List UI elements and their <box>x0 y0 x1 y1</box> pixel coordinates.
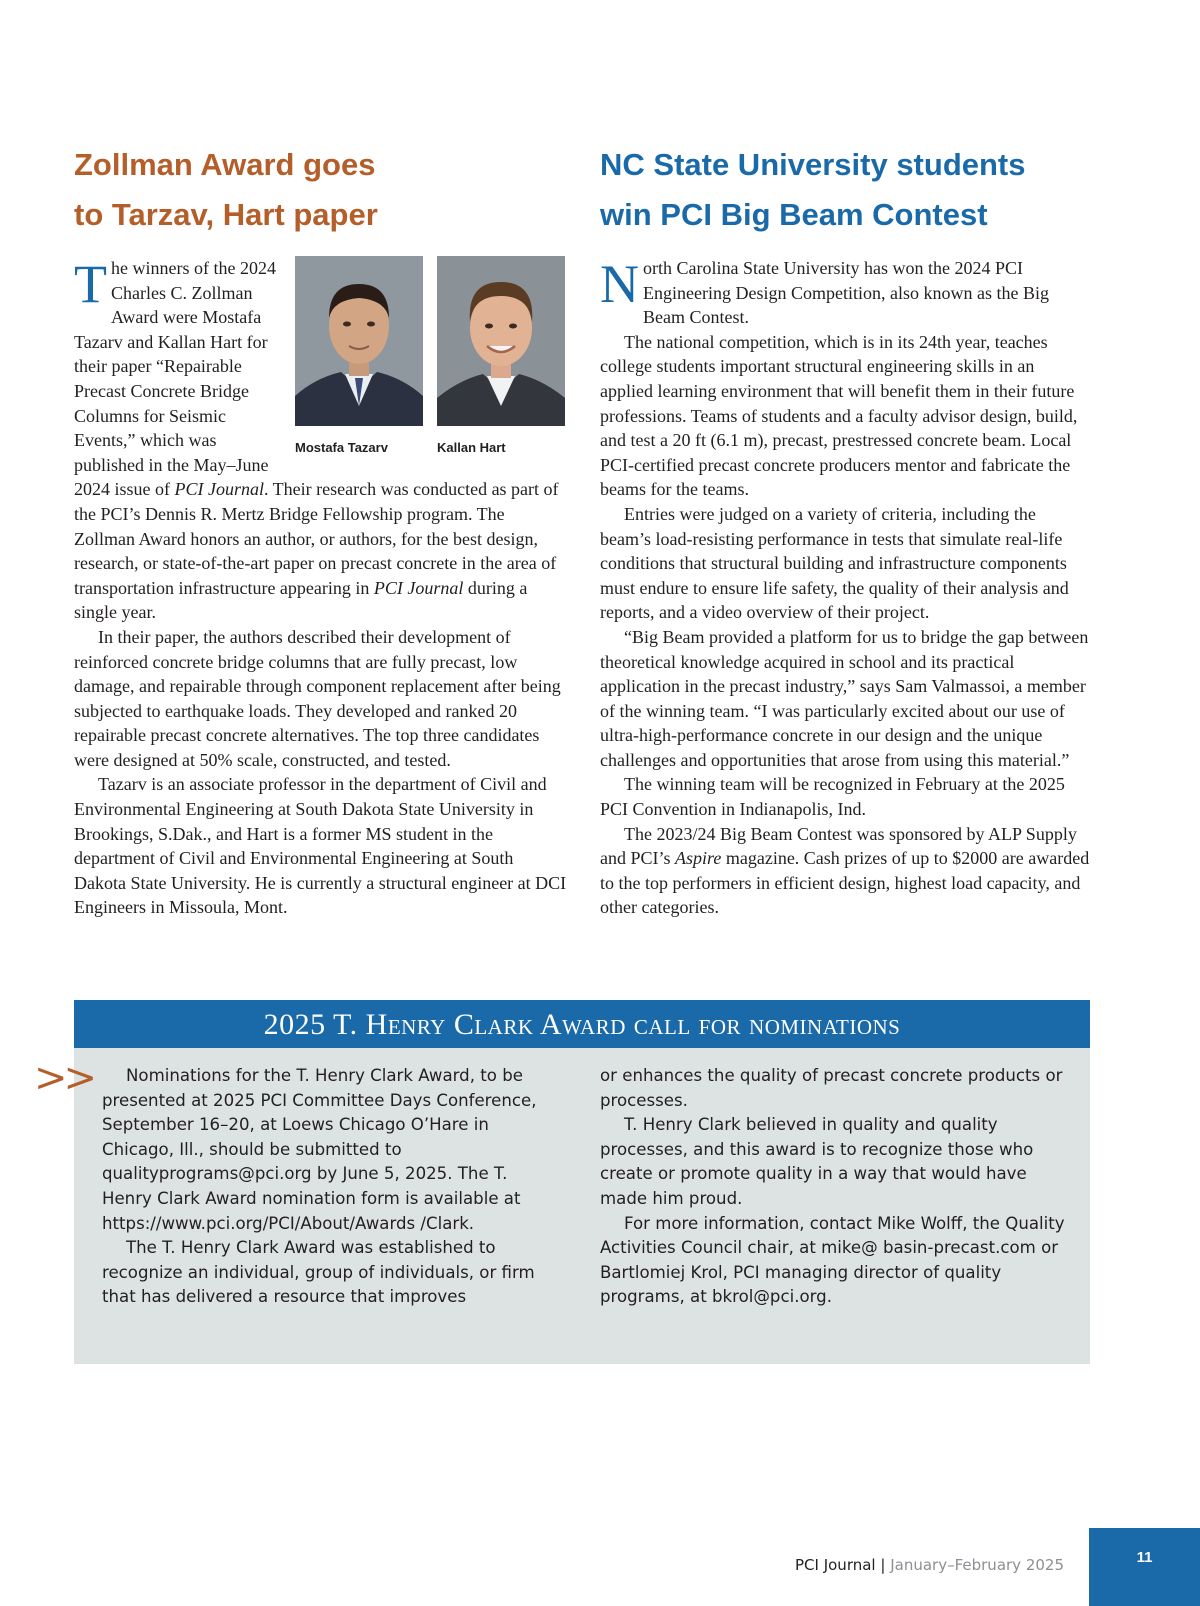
chevron-icon: >> <box>34 1055 94 1101</box>
page-number: 11 <box>1089 1528 1200 1606</box>
caption-tazarv: Mostafa Tazarv <box>295 440 388 455</box>
caption-hart: Kallan Hart <box>437 440 506 455</box>
photo-tazarv <box>295 256 423 461</box>
right-article-headline <box>600 140 1090 240</box>
left-article-headline <box>74 140 567 240</box>
callout-left-paragraph-2: The T. Henry Clark Award was established to recognize an individual, group of individuals, or firm that has delivered a resource that improves <box>102 1238 535 1307</box>
right-paragraph-6: The 2023/24 Big Beam Contest was sponsored by ALP Supply and PCI’s Aspire magazine. Cash prizes of up to $2000 are awarded to the top performers in efficient design, highest load capacity, and other categories. <box>600 823 1090 918</box>
left-article <box>74 140 567 920</box>
dropcap-n: N <box>600 254 639 314</box>
journal-title: PCI Journal <box>373 577 464 598</box>
portrait-tazarv <box>295 256 423 426</box>
right-paragraph-1: North Carolina State University has won the 2024 PCI Engineering Design Competition, also known as the Big Beam Contest. <box>600 254 1049 328</box>
right-headline-line2: win PCI Big Beam Contest <box>600 197 988 232</box>
callout-right-paragraph-2: T. Henry Clark believed in quality and quality processes, and this award is to recognize those who create or promote quality in a way that would have made him proud. <box>600 1115 1034 1208</box>
right-paragraph-2: The national competition, which is in its 24th year, teaches college students important structural engineering skills in an applied learning environment that will benefit them in their future professions. Teams of students and a faculty advisor design, build, and test a 20 ft (6.1 m), precast, prestressed concrete beam. Local PCI-certified precast concrete producers mentor and fabricate the beams for the teams. <box>600 331 1078 500</box>
right-paragraph-4: “Big Beam provided a platform for us to bridge the gap between theoretical knowledge acquired in school and its practical application in the precast industry,” says Sam Valmassoi, a member of the winning team. “I was particularly excited about our use of ultra-high-performance concrete in our design and the unique challenges and opportunities that arose from using this material.” <box>600 626 1089 770</box>
right-article-body <box>600 256 1090 920</box>
callout-box <box>74 1000 1090 1364</box>
dropcap-t: T <box>74 254 107 314</box>
left-headline-line1: Zollman Award goes <box>74 147 376 182</box>
right-paragraph-5: The winning team will be recognized in February at the 2025 PCI Convention in Indianapolis, Ind. <box>600 774 1065 820</box>
callout-left-column <box>102 1064 562 1310</box>
right-article <box>600 140 1090 920</box>
left-paragraph-1: The winners of the 2024 Charles C. Zollman Award were Mostafa Tazarv and Kallan Hart for their paper “Repairable Precast Concrete Bridge Columns for Seismic Events,” which was published in the May–June 2024 issue of PCI Journal. Their research was conducted as part of the PCI’s Dennis R. Mertz Bridge Fellowship program. The Zollman Award honors an author, or authors, for the best design, research, or state-of-the-art paper on precast concrete in the area of transportation infrastructure appearing in PCI Journal during a single year. <box>74 254 559 623</box>
aspire-title: Aspire <box>675 848 722 869</box>
callout-right-paragraph-1: or enhances the quality of precast concrete products or processes. <box>600 1066 1063 1110</box>
callout-left-paragraph-1: Nominations for the T. Henry Clark Award, to be presented at 2025 PCI Committee Days Conference, September 16–20, at Loews Chicago O’Hare in Chicago, Ill., should be submitted to qualityprograms@pci.org by June 5, 2025. The T. Henry Clark Award nomination form is available at https://www.pci.org/PCI/About/Awards /Clark. <box>102 1066 537 1233</box>
photo-hart <box>437 256 565 461</box>
journal-title: PCI Journal <box>174 479 264 500</box>
left-article-body <box>74 256 567 920</box>
callout-right-column <box>600 1064 1070 1310</box>
author-photos <box>295 256 567 461</box>
left-paragraph-2: In their paper, the authors described their development of reinforced concrete bridge columns that are fully precast, low damage, and repairable through component replacement after being subjected to earthquake loads. They developed and ranked 20 repairable precast concrete alternatives. The top three candidates were designed at 50% scale, constructed, and tested. <box>74 626 561 770</box>
portrait-hart <box>437 256 565 426</box>
footer <box>795 1556 1064 1574</box>
right-paragraph-3: Entries were judged on a variety of criteria, including the beam’s load-resisting performance in tests that simulate real-life conditions that structural building and infrastructure components must endure to ensure life safety, the quality of their analysis and reports, and a video overview of their project. <box>600 503 1069 623</box>
left-paragraph-3: Tazarv is an associate professor in the department of Civil and Environmental Engineering at South Dakota State University in Brookings, S.Dak., and Hart is a former MS student in the department of Civil and Environmental Engineering at South Dakota State University. He is currently a structural engineer at DCI Engineers in Missoula, Mont. <box>74 774 567 918</box>
left-headline-line2: to Tarzav, Hart paper <box>74 197 378 232</box>
right-headline-line1: NC State University students <box>600 147 1026 182</box>
callout-right-paragraph-3: For more information, contact Mike Wolff, the Quality Activities Council chair, at mike@ basin-precast.com or Bartlomiej Krol, PCI managing director of quality programs, at bkrol@pci.org. <box>600 1213 1065 1307</box>
footer-separator: | <box>880 1556 886 1574</box>
footer-issue: January–February 2025 <box>890 1556 1064 1574</box>
callout-header: 2025 T. Henry Clark Award call for nominations <box>74 1000 1090 1048</box>
footer-journal: PCI Journal <box>795 1556 876 1574</box>
